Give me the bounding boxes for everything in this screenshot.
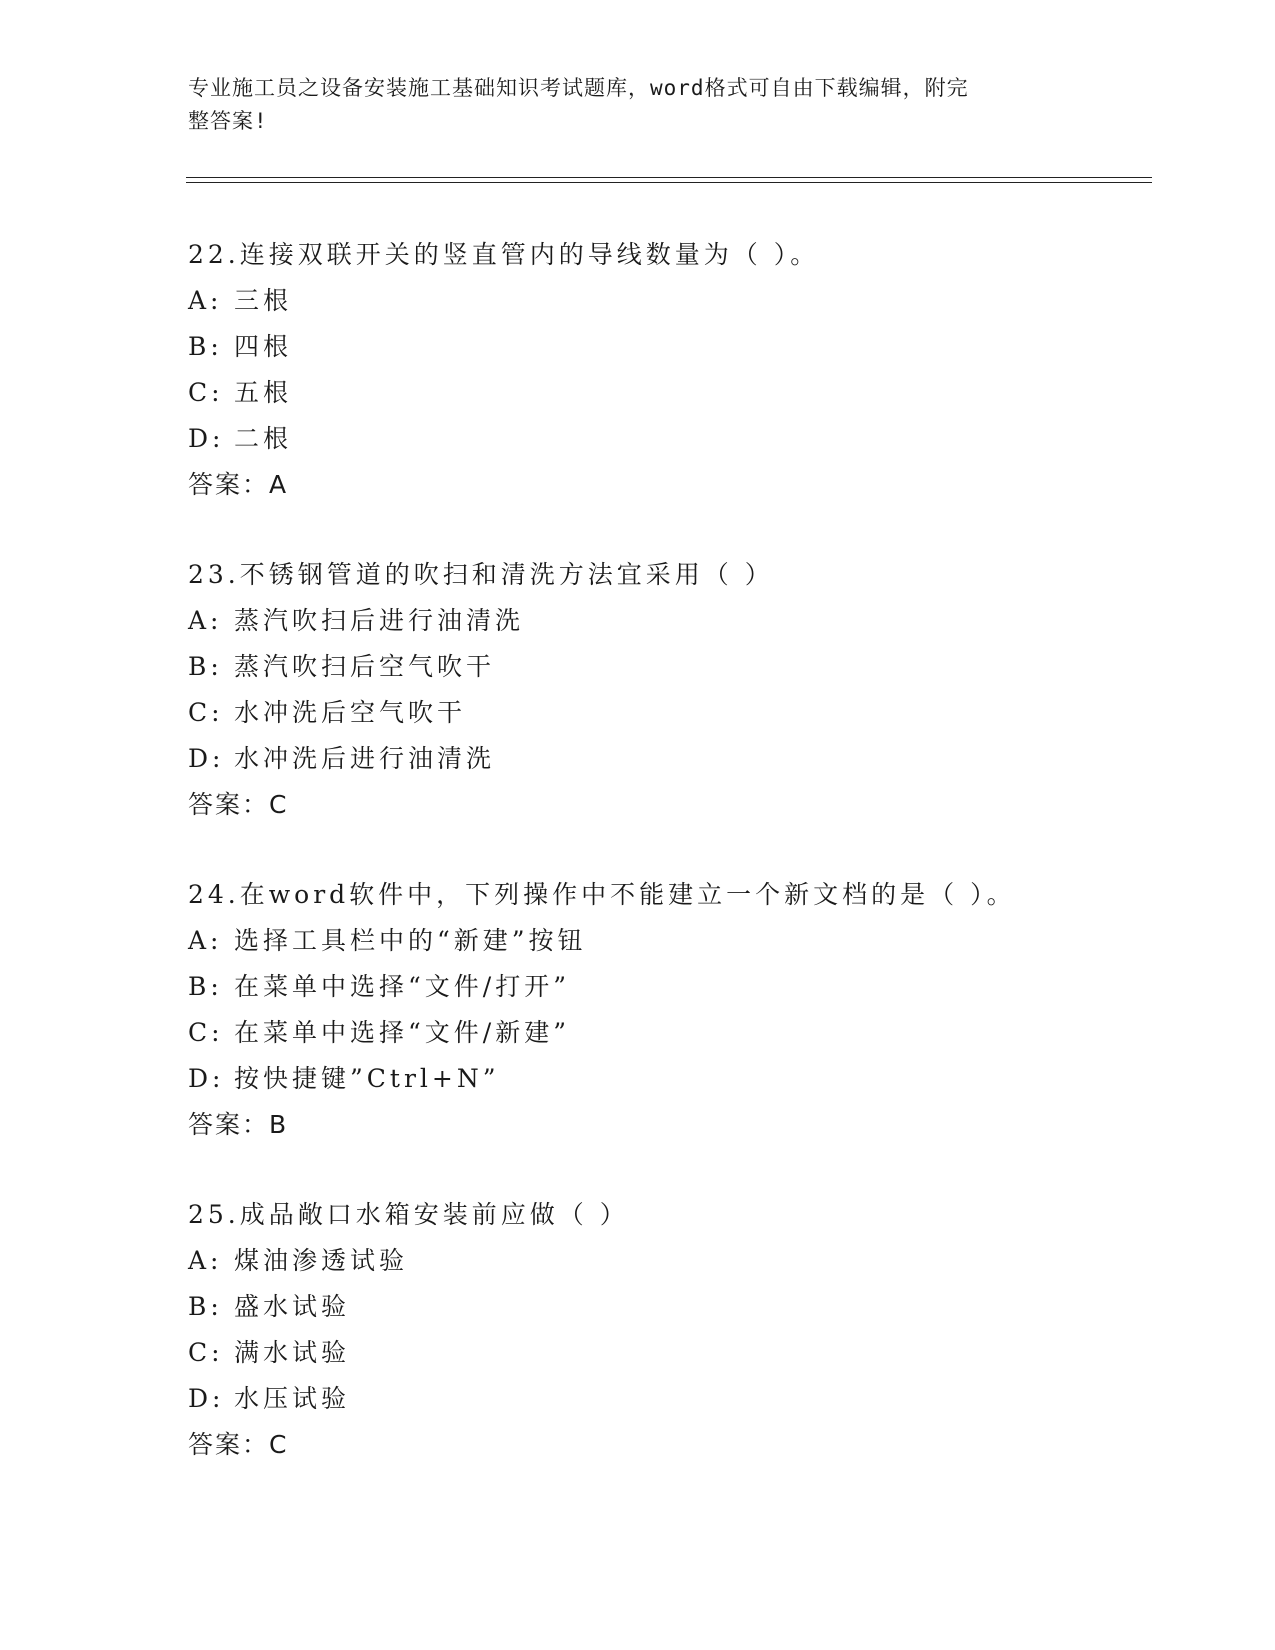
option-text: 水冲洗后进行油清洗 — [234, 744, 496, 773]
option-letter: D: — [188, 1064, 225, 1093]
option-b — [188, 644, 1148, 690]
option-text: 盛水试验 — [234, 1292, 351, 1321]
document-header — [188, 72, 1068, 138]
option-letter: A: — [188, 1246, 223, 1275]
option-b — [188, 964, 1148, 1010]
option-letter: D: — [188, 744, 225, 773]
option-letter: C: — [188, 1338, 224, 1367]
question-25 — [188, 1192, 1148, 1512]
option-d — [188, 416, 1148, 462]
option-d — [188, 736, 1148, 782]
option-text: 三根 — [234, 286, 293, 315]
option-b — [188, 324, 1148, 370]
option-d — [188, 1056, 1148, 1102]
question-stem: 24.在word软件中，下列操作中不能建立一个新文档的是（ ）。 — [188, 880, 1016, 909]
question-stem: 25.成品敞口水箱安装前应做（ ） — [188, 1200, 629, 1229]
option-letter: D: — [188, 1384, 225, 1413]
option-c — [188, 690, 1148, 736]
option-text: 蒸汽吹扫后进行油清洗 — [234, 606, 525, 635]
option-letter: B: — [188, 652, 223, 681]
header-divider-bottom — [186, 182, 1152, 183]
option-text: 蒸汽吹扫后空气吹干 — [234, 652, 496, 681]
option-a — [188, 278, 1148, 324]
option-letter: C: — [188, 698, 224, 727]
option-c — [188, 370, 1148, 416]
option-letter: B: — [188, 972, 223, 1001]
question-stem: 22.连接双联开关的竖直管内的导线数量为（ ）。 — [188, 240, 820, 269]
option-letter: C: — [188, 1018, 224, 1047]
option-text: 二根 — [234, 424, 293, 453]
option-c — [188, 1330, 1148, 1376]
option-c — [188, 1010, 1148, 1056]
option-text: 四根 — [234, 332, 293, 361]
answer-line: 答案：A — [188, 470, 289, 499]
header-line-2: 整答案! — [188, 109, 268, 133]
option-text: 五根 — [234, 378, 293, 407]
option-letter: B: — [188, 1292, 223, 1321]
option-text: 水冲洗后空气吹干 — [234, 698, 467, 727]
header-divider-top — [186, 177, 1152, 178]
option-letter: D: — [188, 424, 225, 453]
answer-line: 答案：C — [188, 1430, 289, 1459]
option-letter: A: — [188, 286, 223, 315]
question-list — [188, 232, 1148, 1512]
option-text: 在菜单中选择“文件/打开” — [234, 972, 570, 1001]
option-text: 选择工具栏中的“新建”按钮 — [234, 926, 587, 955]
option-b — [188, 1284, 1148, 1330]
option-text: 煤油渗透试验 — [234, 1246, 409, 1275]
option-text: 水压试验 — [234, 1384, 351, 1413]
option-letter: C: — [188, 378, 224, 407]
option-letter: B: — [188, 332, 223, 361]
option-a — [188, 1238, 1148, 1284]
option-text: 满水试验 — [234, 1338, 351, 1367]
answer-line: 答案：C — [188, 790, 289, 819]
option-text: 按快捷键”Ctrl+N” — [234, 1064, 500, 1093]
option-letter: A: — [188, 606, 223, 635]
question-23 — [188, 552, 1148, 872]
option-a — [188, 918, 1148, 964]
question-22 — [188, 232, 1148, 552]
option-a — [188, 598, 1148, 644]
option-letter: A: — [188, 926, 223, 955]
option-text: 在菜单中选择“文件/新建” — [234, 1018, 570, 1047]
question-24 — [188, 872, 1148, 1192]
answer-line: 答案：B — [188, 1110, 289, 1139]
option-d — [188, 1376, 1148, 1422]
question-stem: 23.不锈钢管道的吹扫和清洗方法宜采用（ ） — [188, 560, 774, 589]
header-line-1: 专业施工员之设备安装施工基础知识考试题库，word格式可自由下载编辑，附完 — [188, 76, 969, 100]
